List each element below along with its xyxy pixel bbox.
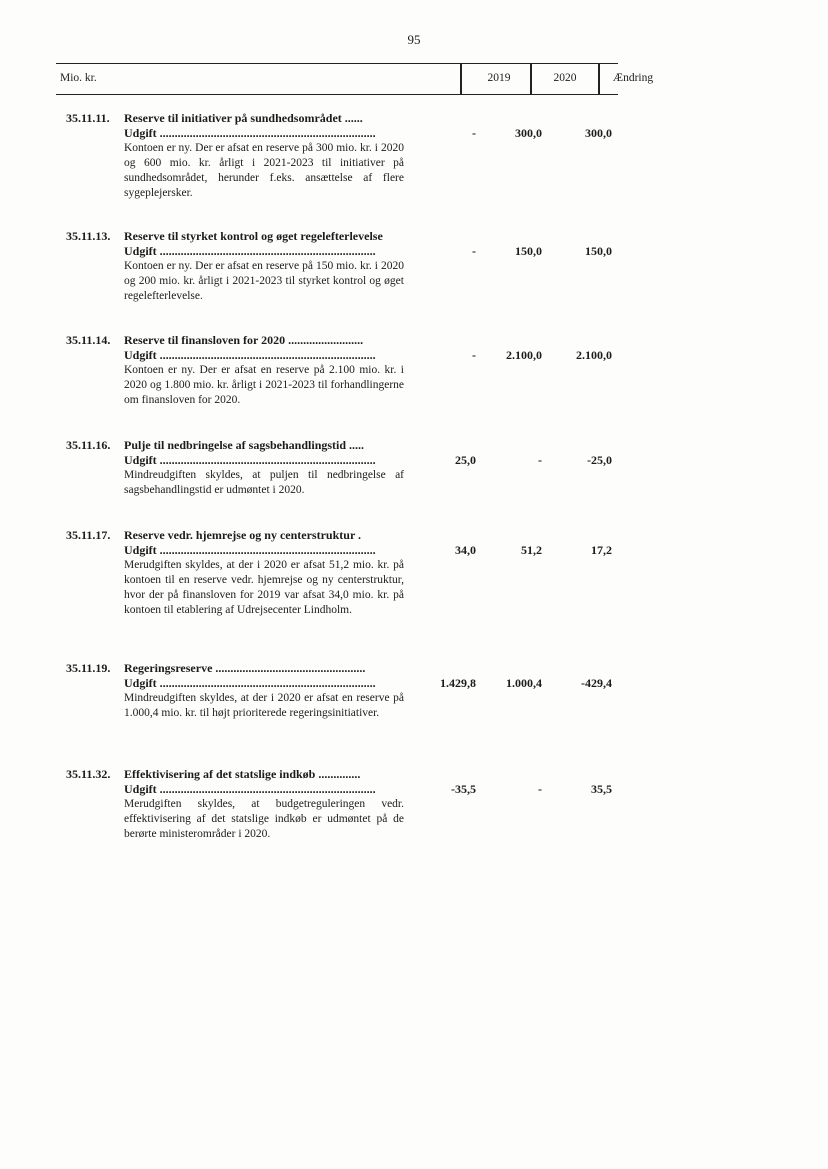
value-change: -429,4 [581,676,612,690]
udgift-label: Udgift ........................................................................ [124,543,376,557]
account-title: Reserve til initiativer på sundhedsområdet ...... [124,111,363,125]
account-description: Merudgiften skyldes, at der i 2020 er afsat 51,2 mio. kr. på kontoen til en reserve vedr. hjemrejse og ny centerstruktur, hvor der på finansloven for 2019 var afsat 34,0 mio. kr. på kontoen til etablering af Udrejsecenter Lindholm. [124,559,404,616]
udgift-label: Udgift ........................................................................ [124,244,376,258]
account-number: 35.11.19. [66,661,111,675]
udgift-label: Udgift ........................................................................ [124,676,376,690]
account-number: 35.11.16. [66,438,111,452]
value-2019: - [472,126,476,140]
value-change: 300,0 [585,126,612,140]
account-description: Kontoen er ny. Der er afsat en reserve på 2.100 mio. kr. i 2020 og 1.800 mio. kr. årligt i 2021-2023 til forhandlingerne om finansloven for 2020. [124,364,404,406]
value-2020: 51,2 [521,543,542,557]
account-title: Reserve til finansloven for 2020 ......................... [124,333,364,347]
account-number: 35.11.32. [66,767,111,781]
value-2019: -35,5 [451,782,476,796]
account-number: 35.11.11. [66,111,110,125]
column-header-2019: 2019 [487,72,511,84]
account-number: 35.11.13. [66,229,111,243]
account-description: Mindreudgiften skyldes, at puljen til nedbringelse af sagsbehandlingstid er udmøntet i 2020. [124,469,404,496]
value-change: 150,0 [585,244,612,258]
udgift-label: Udgift ........................................................................ [124,782,376,796]
account-description: Kontoen er ny. Der er afsat en reserve på 300 mio. kr. i 2020 og 600 mio. kr. årligt i 2021-2023 til initiativer på sundhedsområdet, herunder f.eks. ansættelse af flere sygeplejersker. [124,142,404,199]
account-description: Kontoen er ny. Der er afsat en reserve på 150 mio. kr. i 2020 og 200 mio. kr. årligt i 2021-2023 til styrket kontrol og øget regelefterlevelse. [124,260,404,302]
value-2019: 25,0 [455,453,476,467]
value-change: -25,0 [587,453,612,467]
value-2020: - [538,453,542,467]
account-number: 35.11.14. [66,333,111,347]
account-title: Pulje til nedbringelse af sagsbehandlingstid ..... [124,438,365,452]
column-divider [460,64,462,94]
value-2019: 34,0 [455,543,476,557]
value-2020: 2.100,0 [506,348,542,362]
udgift-label: Udgift ........................................................................ [124,126,376,140]
value-change: 17,2 [591,543,612,557]
account-title: Regeringsreserve .................................................. [124,661,366,675]
udgift-label: Udgift ........................................................................ [124,348,376,362]
page-number: 95 [407,32,421,47]
value-change: 2.100,0 [576,348,612,362]
account-title: Reserve vedr. hjemrejse og ny centerstruktur . [124,528,362,542]
value-2019: 1.429,8 [440,676,476,690]
account-description: Mindreudgiften skyldes, at der i 2020 er afsat en reserve på 1.000,4 mio. kr. til højt prioriterede regeringsinitiativer. [124,692,404,719]
account-description: Merudgiften skyldes, at budgetreguleringen vedr. effektivisering af det statslige indkøb er udmøntet på de berørte ministerområder i 2020. [124,798,404,840]
value-2020: 300,0 [515,126,542,140]
unit-label: Mio. kr. [60,72,97,84]
column-divider [530,64,532,94]
column-header-2020: 2020 [553,72,577,84]
value-2019: - [472,244,476,258]
account-title: Effektivisering af det statslige indkøb .............. [124,767,361,781]
value-change: 35,5 [591,782,612,796]
value-2019: - [472,348,476,362]
value-2020: - [538,782,542,796]
column-divider [598,64,600,94]
value-2020: 150,0 [515,244,542,258]
account-title: Reserve til styrket kontrol og øget regelefterlevelse [124,229,383,243]
column-header-change: Ændring [612,72,654,84]
value-2020: 1.000,4 [506,676,542,690]
udgift-label: Udgift ........................................................................ [124,453,376,467]
table-header [56,63,654,95]
account-number: 35.11.17. [66,528,111,542]
